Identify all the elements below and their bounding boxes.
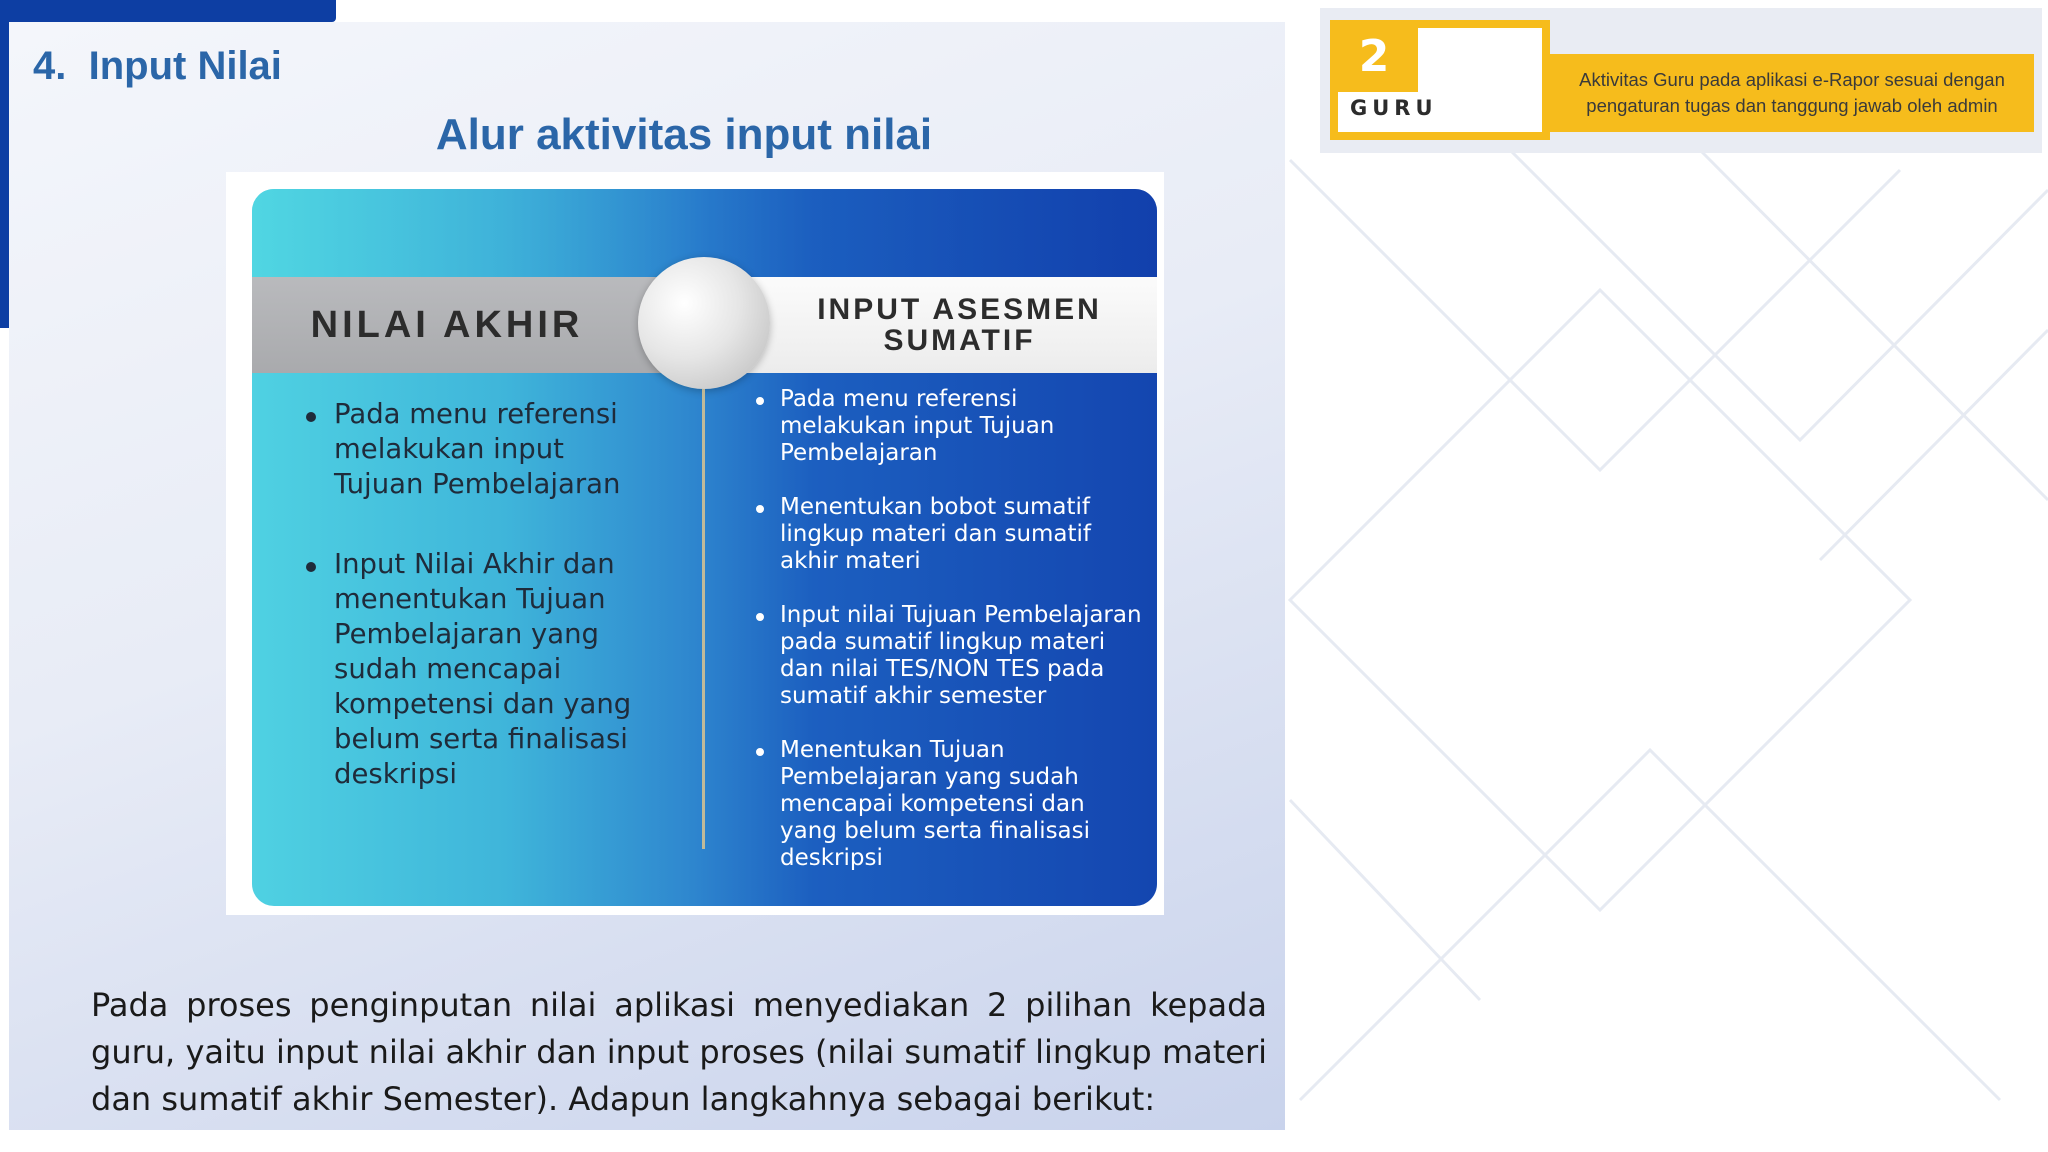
list-item: Input nilai Tujuan Pembelajaran pada sumatif lingkup materi dan nilai TES/NON TES pada sumatif akhir semester: [752, 602, 1142, 710]
corner-tab: [0, 0, 336, 22]
list-item: Input Nilai Akhir dan menentukan Tujuan Pembelajaran yang sudah mencapai kompetensi dan yang belum serta finalisasi deskripsi: [300, 547, 660, 792]
section-number: 4.: [33, 44, 67, 88]
body-paragraph: Pada proses penginputan nilai aplikasi menyediakan 2 pilihan kepada guru, yaitu input nilai akhir dan input proses (nilai sumatif lingkup materi dan sumatif akhir Semester). Adapun langkahnya sebagai berikut:: [91, 986, 1267, 1118]
asesmen-sumatif-header: INPUT ASESMEN SUMATIF: [817, 293, 1102, 357]
nilai-akhir-header: NILAI AKHIR: [310, 303, 584, 346]
slide-title: Alur aktivitas input nilai: [435, 110, 933, 159]
column-divider: [702, 389, 705, 849]
left-accent-strip: [0, 0, 9, 328]
role-number: 2: [1330, 20, 1418, 92]
list-item: Pada menu referensi melakukan input Tujuan Pembelajaran: [300, 397, 660, 502]
section-heading: [33, 44, 282, 89]
list-item: Pada menu referensi melakukan input Tujuan Pembelajaran: [752, 386, 1142, 467]
diagram-card: [252, 189, 1157, 906]
section-title: Input Nilai: [88, 44, 282, 88]
center-circle-decoration: [638, 257, 770, 389]
role-label: GURU: [1350, 96, 1438, 120]
slide-panel: [9, 22, 1285, 1130]
list-item: Menentukan Tujuan Pembelajaran yang sudah mencapai kompetensi dan yang belum serta finalisasi deskripsi: [752, 737, 1142, 872]
asesmen-sumatif-list: [752, 386, 1142, 899]
role-description: Aktivitas Guru pada aplikasi e-Rapor sesuai dengan pengaturan tugas dan tanggung jawab oleh admin: [1550, 54, 2034, 132]
list-item: Menentukan bobot sumatif lingkup materi dan sumatif akhir materi: [752, 494, 1142, 575]
nilai-akhir-list: [300, 397, 660, 837]
diagram-image: [226, 172, 1164, 915]
